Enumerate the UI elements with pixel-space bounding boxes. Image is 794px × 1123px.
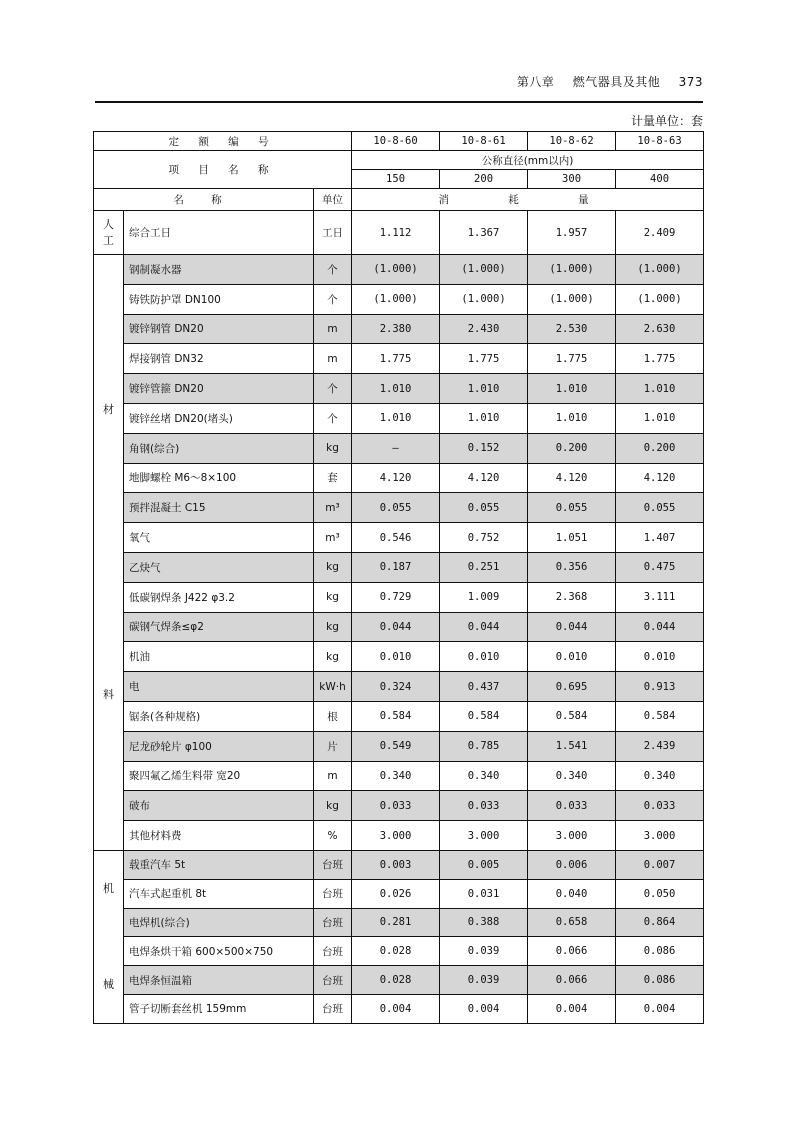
table-row — [94, 701, 704, 731]
item-value: 3.000 — [352, 821, 440, 851]
item-name: 焊接钢管 DN32 — [124, 344, 314, 374]
item-name: 铸铁防护罩 DN100 — [124, 284, 314, 314]
item-value: 1.407 — [616, 523, 704, 553]
item-value: 0.388 — [440, 908, 528, 937]
category-gap — [94, 896, 123, 977]
item-value: 0.044 — [616, 612, 704, 642]
table-row — [94, 463, 704, 493]
item-value: 2.368 — [528, 582, 616, 612]
item-unit: kg — [314, 582, 352, 612]
item-name-label: 项 目 名 称 — [94, 151, 352, 189]
item-value: 0.026 — [352, 879, 440, 908]
category-label — [94, 255, 124, 851]
name-column-header: 名 称 — [94, 189, 314, 211]
item-value: 2.630 — [616, 314, 704, 344]
item-value: 1.775 — [440, 344, 528, 374]
item-unit: 个 — [314, 255, 352, 285]
item-value: 2.409 — [616, 211, 704, 255]
chapter-label: 第八章 — [516, 75, 555, 89]
item-value: 0.475 — [616, 552, 704, 582]
item-unit: kW·h — [314, 672, 352, 702]
item-unit: 台班 — [314, 850, 352, 879]
item-value: 0.437 — [440, 672, 528, 702]
table-row — [94, 908, 704, 937]
item-name: 电焊机(综合) — [124, 908, 314, 937]
item-value: 0.340 — [352, 761, 440, 791]
item-value: 0.658 — [528, 908, 616, 937]
item-name: 尼龙砂轮片 φ100 — [124, 731, 314, 761]
quota-number-label: 定 额 编 号 — [94, 132, 352, 151]
item-unit: kg — [314, 433, 352, 463]
item-value: (1.000) — [352, 284, 440, 314]
item-name: 汽车式起重机 8t — [124, 879, 314, 908]
chapter-title: 燃气器具及其他 — [572, 75, 661, 89]
diameter-value: 150 — [352, 170, 440, 189]
item-unit: kg — [314, 612, 352, 642]
item-value: 0.086 — [616, 937, 704, 966]
item-value: 0.340 — [616, 761, 704, 791]
item-unit: 个 — [314, 403, 352, 433]
item-value: 0.044 — [352, 612, 440, 642]
item-value: 2.530 — [528, 314, 616, 344]
table-row — [94, 403, 704, 433]
quota-code: 10-8-62 — [528, 132, 616, 151]
item-name: 镀锌钢管 DN20 — [124, 314, 314, 344]
item-name: 载重汽车 5t — [124, 850, 314, 879]
item-value: 0.004 — [352, 994, 440, 1023]
item-value: (1.000) — [528, 284, 616, 314]
item-value: 1.367 — [440, 211, 528, 255]
item-unit: m — [314, 344, 352, 374]
table-row — [94, 211, 704, 255]
item-value: 0.003 — [352, 850, 440, 879]
item-value: (1.000) — [352, 255, 440, 285]
item-value: 2.439 — [616, 731, 704, 761]
item-unit: kg — [314, 642, 352, 672]
item-value: 1.010 — [352, 374, 440, 404]
item-value: 0.752 — [440, 523, 528, 553]
item-unit: m³ — [314, 523, 352, 553]
item-value: 0.007 — [616, 850, 704, 879]
table-row — [94, 433, 704, 463]
table-row — [94, 937, 704, 966]
item-unit: 个 — [314, 284, 352, 314]
category-char: 料 — [103, 688, 114, 702]
item-value: — — [352, 433, 440, 463]
item-name: 其他材料费 — [124, 821, 314, 851]
item-value: 1.010 — [440, 374, 528, 404]
item-value: 0.055 — [440, 493, 528, 523]
category-char: 机 — [103, 881, 114, 895]
item-unit: 工日 — [314, 211, 352, 255]
item-value: 0.028 — [352, 966, 440, 995]
item-value: (1.000) — [440, 284, 528, 314]
quota-code: 10-8-61 — [440, 132, 528, 151]
item-unit: 个 — [314, 374, 352, 404]
item-value: 0.584 — [616, 701, 704, 731]
item-value: 1.775 — [616, 344, 704, 374]
table-row — [94, 994, 704, 1023]
table-row — [94, 642, 704, 672]
category-char: 工 — [103, 233, 114, 247]
table-row — [94, 672, 704, 702]
item-value: 1.010 — [528, 403, 616, 433]
item-value: 0.010 — [616, 642, 704, 672]
item-value: 2.380 — [352, 314, 440, 344]
category-char: 材 — [103, 403, 114, 417]
item-unit: 台班 — [314, 994, 352, 1023]
item-value: 0.055 — [352, 493, 440, 523]
item-value: 0.033 — [352, 791, 440, 821]
item-value: 0.086 — [616, 966, 704, 995]
table-row — [94, 879, 704, 908]
item-value: 4.120 — [528, 463, 616, 493]
item-value: 0.039 — [440, 937, 528, 966]
item-value: 0.281 — [352, 908, 440, 937]
diameter-label: 公称直径(mm以内) — [352, 151, 704, 170]
item-name: 机油 — [124, 642, 314, 672]
item-value: 0.004 — [616, 994, 704, 1023]
table-row — [94, 493, 704, 523]
category-gap — [94, 417, 123, 687]
item-name: 电焊条烘干箱 600×500×750 — [124, 937, 314, 966]
item-value: 0.044 — [440, 612, 528, 642]
table-row — [94, 284, 704, 314]
diameter-value: 300 — [528, 170, 616, 189]
item-value: 0.340 — [528, 761, 616, 791]
item-value: 0.864 — [616, 908, 704, 937]
item-value: 1.010 — [528, 374, 616, 404]
item-unit: 台班 — [314, 879, 352, 908]
table-row — [94, 821, 704, 851]
table-row — [94, 344, 704, 374]
item-value: 0.044 — [528, 612, 616, 642]
item-value: 0.324 — [352, 672, 440, 702]
item-name: 乙炔气 — [124, 552, 314, 582]
item-value: 0.066 — [528, 966, 616, 995]
item-value: 2.430 — [440, 314, 528, 344]
table-row — [94, 582, 704, 612]
item-name: 镀锌管箍 DN20 — [124, 374, 314, 404]
table-row — [94, 761, 704, 791]
item-unit: 套 — [314, 463, 352, 493]
item-value: 0.055 — [528, 493, 616, 523]
table-row — [94, 523, 704, 553]
item-name: 电 — [124, 672, 314, 702]
item-unit: 台班 — [314, 908, 352, 937]
item-value: 0.031 — [440, 879, 528, 908]
quota-table — [93, 131, 704, 1024]
item-value: 1.775 — [352, 344, 440, 374]
table-row — [94, 966, 704, 995]
item-name: 低碳钢焊条 J422 φ3.2 — [124, 582, 314, 612]
item-value: 0.200 — [528, 433, 616, 463]
item-value: 3.111 — [616, 582, 704, 612]
diameter-value: 200 — [440, 170, 528, 189]
item-value: 0.549 — [352, 731, 440, 761]
category-char: 人 — [103, 218, 114, 232]
item-value: 1.051 — [528, 523, 616, 553]
item-value: 1.010 — [352, 403, 440, 433]
item-value: (1.000) — [616, 284, 704, 314]
item-unit: kg — [314, 552, 352, 582]
item-unit: 根 — [314, 701, 352, 731]
item-unit: 片 — [314, 731, 352, 761]
item-value: 1.112 — [352, 211, 440, 255]
item-value: 0.005 — [440, 850, 528, 879]
item-value: 1.775 — [528, 344, 616, 374]
item-value: 0.584 — [528, 701, 616, 731]
item-value: 0.004 — [528, 994, 616, 1023]
item-value: 0.152 — [440, 433, 528, 463]
category-label — [94, 211, 124, 255]
table-row — [94, 791, 704, 821]
item-value: 4.120 — [440, 463, 528, 493]
item-unit: kg — [314, 791, 352, 821]
item-value: 1.010 — [440, 403, 528, 433]
item-name: 角钢(综合) — [124, 433, 314, 463]
item-value: 3.000 — [616, 821, 704, 851]
item-value: 1.010 — [616, 374, 704, 404]
diameter-value: 400 — [616, 170, 704, 189]
item-value: 0.033 — [528, 791, 616, 821]
table-row — [94, 731, 704, 761]
item-value: 1.009 — [440, 582, 528, 612]
item-name: 预拌混凝土 C15 — [124, 493, 314, 523]
item-value: 0.785 — [440, 731, 528, 761]
item-unit: m — [314, 761, 352, 791]
item-value: 1.957 — [528, 211, 616, 255]
item-name: 锯条(各种规格) — [124, 701, 314, 731]
item-value: 0.004 — [440, 994, 528, 1023]
item-value: 0.066 — [528, 937, 616, 966]
item-value: 0.010 — [528, 642, 616, 672]
item-name: 镀锌丝堵 DN20(堵头) — [124, 403, 314, 433]
unit-column-header: 单位 — [314, 189, 352, 211]
item-value: 0.010 — [440, 642, 528, 672]
header-rule — [95, 101, 703, 103]
table-row — [94, 552, 704, 582]
item-value: 0.010 — [352, 642, 440, 672]
unit-note: 计量单位：套 — [630, 114, 703, 128]
item-name: 碳钢气焊条≤φ2 — [124, 612, 314, 642]
item-value: 0.039 — [440, 966, 528, 995]
item-unit: m³ — [314, 493, 352, 523]
table-row — [94, 850, 704, 879]
item-value: 0.006 — [528, 850, 616, 879]
consumption-header: 消 耗 量 — [352, 189, 704, 211]
item-value: 0.584 — [352, 701, 440, 731]
quota-code: 10-8-60 — [352, 132, 440, 151]
table-row — [94, 374, 704, 404]
item-value: 1.541 — [528, 731, 616, 761]
item-value: 4.120 — [352, 463, 440, 493]
quota-code: 10-8-63 — [616, 132, 704, 151]
item-value: 0.584 — [440, 701, 528, 731]
item-value: 4.120 — [616, 463, 704, 493]
item-name: 地脚螺栓 M6～8×100 — [124, 463, 314, 493]
item-name: 钢制凝水器 — [124, 255, 314, 285]
item-name: 管子切断套丝机 159mm — [124, 994, 314, 1023]
item-value: (1.000) — [528, 255, 616, 285]
item-value: 0.729 — [352, 582, 440, 612]
category-char: 械 — [103, 978, 114, 992]
item-value: 3.000 — [528, 821, 616, 851]
item-unit: 台班 — [314, 937, 352, 966]
item-value: 0.040 — [528, 879, 616, 908]
item-unit: 台班 — [314, 966, 352, 995]
item-value: 0.028 — [352, 937, 440, 966]
item-value: 0.251 — [440, 552, 528, 582]
item-value: (1.000) — [440, 255, 528, 285]
item-value: 0.033 — [440, 791, 528, 821]
item-value: 0.187 — [352, 552, 440, 582]
page-number: 373 — [678, 75, 703, 89]
item-value: 0.200 — [616, 433, 704, 463]
item-unit: % — [314, 821, 352, 851]
item-value: 0.050 — [616, 879, 704, 908]
item-value: 0.055 — [616, 493, 704, 523]
item-name: 电焊条恒温箱 — [124, 966, 314, 995]
item-value: 3.000 — [440, 821, 528, 851]
item-name: 破布 — [124, 791, 314, 821]
table-row — [94, 255, 704, 285]
item-value: (1.000) — [616, 255, 704, 285]
item-value: 0.033 — [616, 791, 704, 821]
item-value: 0.695 — [528, 672, 616, 702]
item-value: 0.340 — [440, 761, 528, 791]
page-header — [95, 73, 703, 95]
item-value: 0.356 — [528, 552, 616, 582]
table-row — [94, 314, 704, 344]
table-row — [94, 612, 704, 642]
item-unit: m — [314, 314, 352, 344]
item-value: 0.913 — [616, 672, 704, 702]
item-name: 氧气 — [124, 523, 314, 553]
item-name: 聚四氟乙烯生料带 宽20 — [124, 761, 314, 791]
item-name: 综合工日 — [124, 211, 314, 255]
item-value: 1.010 — [616, 403, 704, 433]
item-value: 0.546 — [352, 523, 440, 553]
category-label — [94, 850, 124, 1023]
